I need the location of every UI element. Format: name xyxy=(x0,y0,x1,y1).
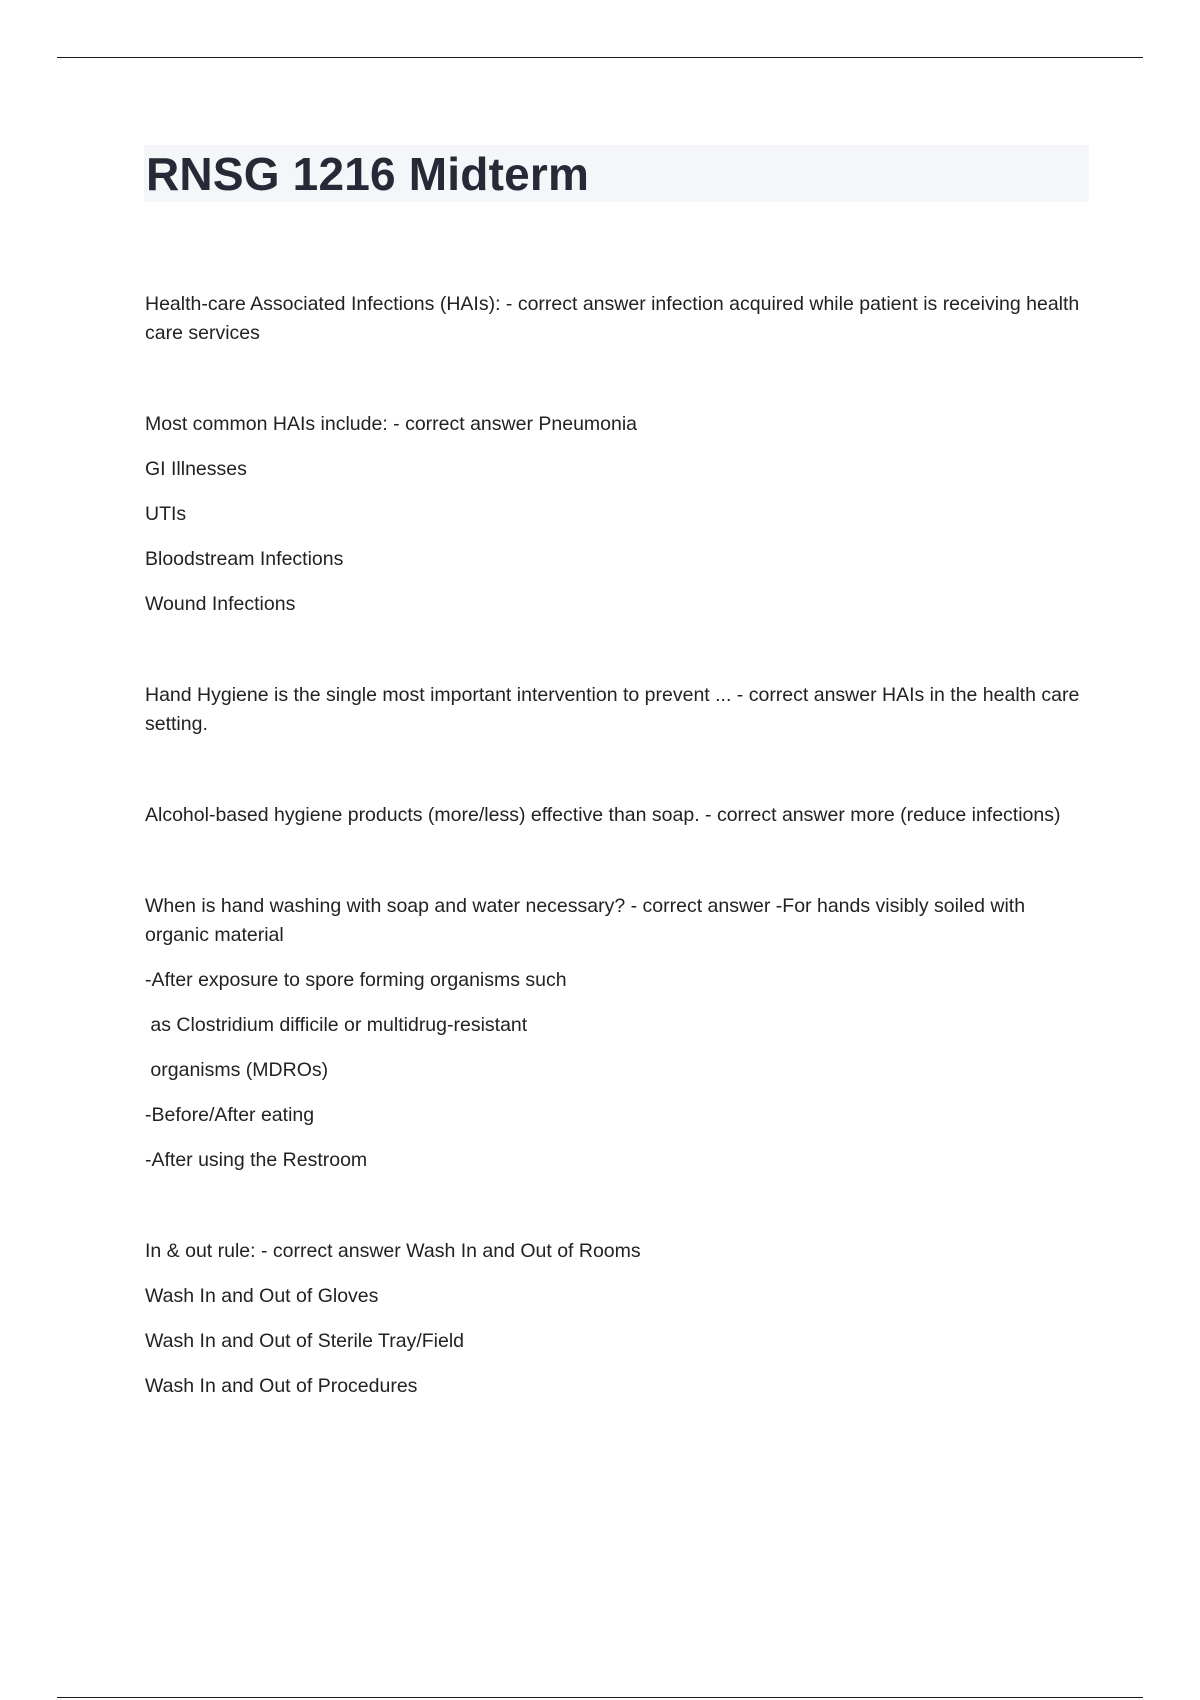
flashcard-line: Wash In and Out of Gloves xyxy=(145,1285,379,1307)
flashcard xyxy=(145,290,1090,348)
flashcard xyxy=(145,892,1090,1175)
flashcard-line: When is hand washing with soap and water necessary? - correct answer -For hands visibly soiled with organic material xyxy=(145,895,1031,946)
flashcard xyxy=(145,410,1090,619)
flashcard xyxy=(145,801,1090,830)
flashcard xyxy=(145,1237,1090,1401)
flashcard-line: In & out rule: - correct answer Wash In and Out of Rooms xyxy=(145,1240,641,1262)
flashcard-line: organisms (MDROs) xyxy=(145,1059,329,1081)
flashcard-line: GI Illnesses xyxy=(145,458,247,480)
flashcard-line: Health-care Associated Infections (HAIs): - correct answer infection acquired while patient is receiving health care services xyxy=(145,293,1085,344)
flashcard-line: -After using the Restroom xyxy=(145,1149,368,1171)
page-title: RNSG 1216 Midterm xyxy=(146,148,590,200)
flashcard-line: Most common HAIs include: - correct answer Pneumonia xyxy=(145,413,638,435)
flashcard-line: Alcohol-based hygiene products (more/less) effective than soap. - correct answer more (reduce infections) xyxy=(145,804,1061,826)
flashcard-line: UTIs xyxy=(145,503,187,525)
flashcard-line: Wash In and Out of Procedures xyxy=(145,1375,418,1397)
flashcard-line: Wash In and Out of Sterile Tray/Field xyxy=(145,1330,464,1352)
flashcard-line: -Before/After eating xyxy=(145,1104,315,1126)
flashcard-line: Hand Hygiene is the single most important intervention to prevent ... - correct answer HAIs in the health care setting. xyxy=(145,684,1085,735)
flashcard-line: Bloodstream Infections xyxy=(145,548,344,570)
flashcard-line: Wound Infections xyxy=(145,593,296,615)
flashcard xyxy=(145,681,1090,739)
header-rule xyxy=(57,57,1143,58)
flashcard-line: as Clostridium difficile or multidrug-resistant xyxy=(145,1014,528,1036)
flashcard-line: -After exposure to spore forming organisms such xyxy=(145,969,567,991)
footer-rule xyxy=(57,1697,1143,1698)
flashcard-list xyxy=(145,290,1090,1463)
